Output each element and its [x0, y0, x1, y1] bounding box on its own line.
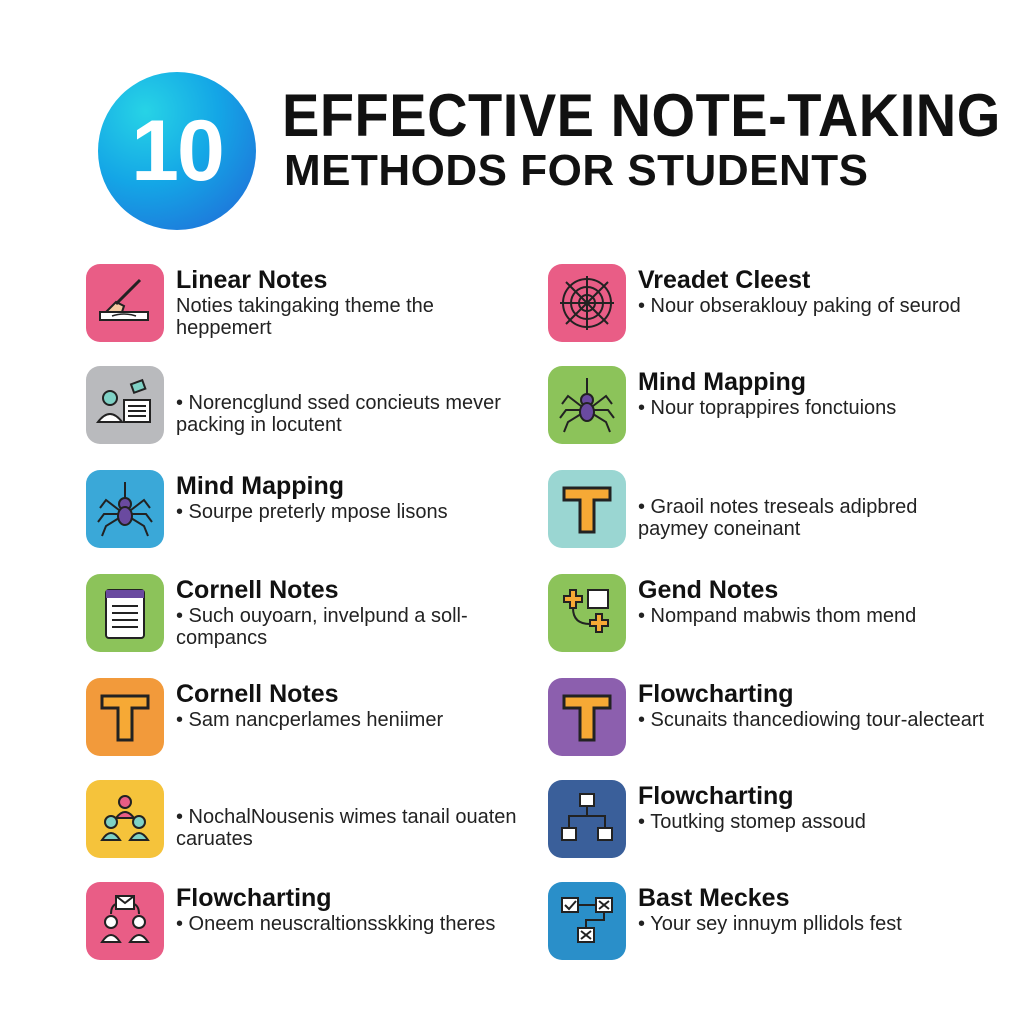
method-description: • Sourpe preterly mpose lisons [176, 501, 448, 523]
method-item [548, 470, 988, 556]
method-text [638, 496, 988, 540]
method-title: Mind Mapping [638, 368, 807, 396]
method-text [176, 472, 526, 523]
method-description: • Your sey innuym pllidols fest [638, 913, 902, 935]
header [0, 0, 1024, 240]
method-item [548, 366, 988, 452]
page-title-line2: METHODS FOR STUDENTS [284, 146, 869, 195]
method-item [86, 470, 526, 556]
method-text [638, 266, 988, 317]
method-description: • Nour toprappires fonctuions [638, 397, 897, 419]
method-title: Cornell Notes [176, 680, 339, 708]
method-description: • Such ouyoarn, invelpund a soll-compancs [176, 605, 468, 649]
method-title: Flowcharting [638, 782, 794, 810]
method-description: • Nour obseraklouy paking of seurod [638, 295, 961, 317]
spider-icon [86, 470, 164, 548]
method-text [176, 576, 526, 649]
method-item [86, 678, 526, 764]
notepad-icon [86, 574, 164, 652]
method-title: Vreadet Cleest [638, 266, 811, 294]
method-text [176, 266, 526, 339]
method-description: • NochalNousenis wimes tanail ouaten caruates [176, 806, 517, 850]
spider-web-icon [548, 264, 626, 342]
method-item [86, 366, 526, 452]
method-title: Cornell Notes [176, 576, 339, 604]
method-description: • Graoil notes treseals adipbred paymey coneinant [638, 496, 918, 540]
method-title: Mind Mapping [176, 472, 345, 500]
method-item [548, 574, 988, 660]
method-text [176, 884, 526, 935]
method-text [638, 576, 988, 627]
method-description: • Toutking stomep assoud [638, 811, 866, 833]
method-item [548, 780, 988, 866]
method-text [176, 806, 526, 850]
method-description: • Oneem neuscraltionsskking theres [176, 913, 496, 935]
t-shape-icon [548, 470, 626, 548]
method-description: • Sam nancperlames heniimer [176, 709, 444, 731]
checkbox-flow-icon [548, 882, 626, 960]
method-item [86, 574, 526, 660]
method-item [86, 264, 526, 350]
method-description: • Norencglund ssed concieuts mever packing in locutent [176, 392, 501, 436]
people-mail-icon [86, 882, 164, 960]
number-text: 10 [131, 102, 223, 199]
method-item [548, 678, 988, 764]
method-description: Noties takingaking theme the heppemert [176, 295, 434, 339]
method-title: Flowcharting [176, 884, 332, 912]
puzzle-flow-icon [548, 574, 626, 652]
method-text [176, 392, 526, 436]
spider-icon [548, 366, 626, 444]
people-group-icon [86, 780, 164, 858]
method-title: Bast Meckes [638, 884, 790, 912]
method-text [638, 782, 988, 833]
method-item [548, 882, 988, 968]
method-title: Linear Notes [176, 266, 328, 294]
method-title: Gend Notes [638, 576, 779, 604]
method-item [86, 882, 526, 968]
method-title: Flowcharting [638, 680, 794, 708]
number-badge [98, 72, 256, 230]
pen-writing-icon [86, 264, 164, 342]
method-item [548, 264, 988, 350]
method-text [176, 680, 526, 731]
method-description: • Nompand mabwis thom mend [638, 605, 917, 627]
method-item [86, 780, 526, 866]
method-text [638, 884, 988, 935]
t-shape-icon [86, 678, 164, 756]
t-shape-icon [548, 678, 626, 756]
method-text [638, 680, 988, 731]
method-text [638, 368, 988, 419]
page-title-line1: EFFECTIVE NOTE-TAKING [282, 81, 1001, 150]
method-description: • Scunaits thancediowing tour-alecteart [638, 709, 985, 731]
people-checklist-icon [86, 366, 164, 444]
flowchart-icon [548, 780, 626, 858]
